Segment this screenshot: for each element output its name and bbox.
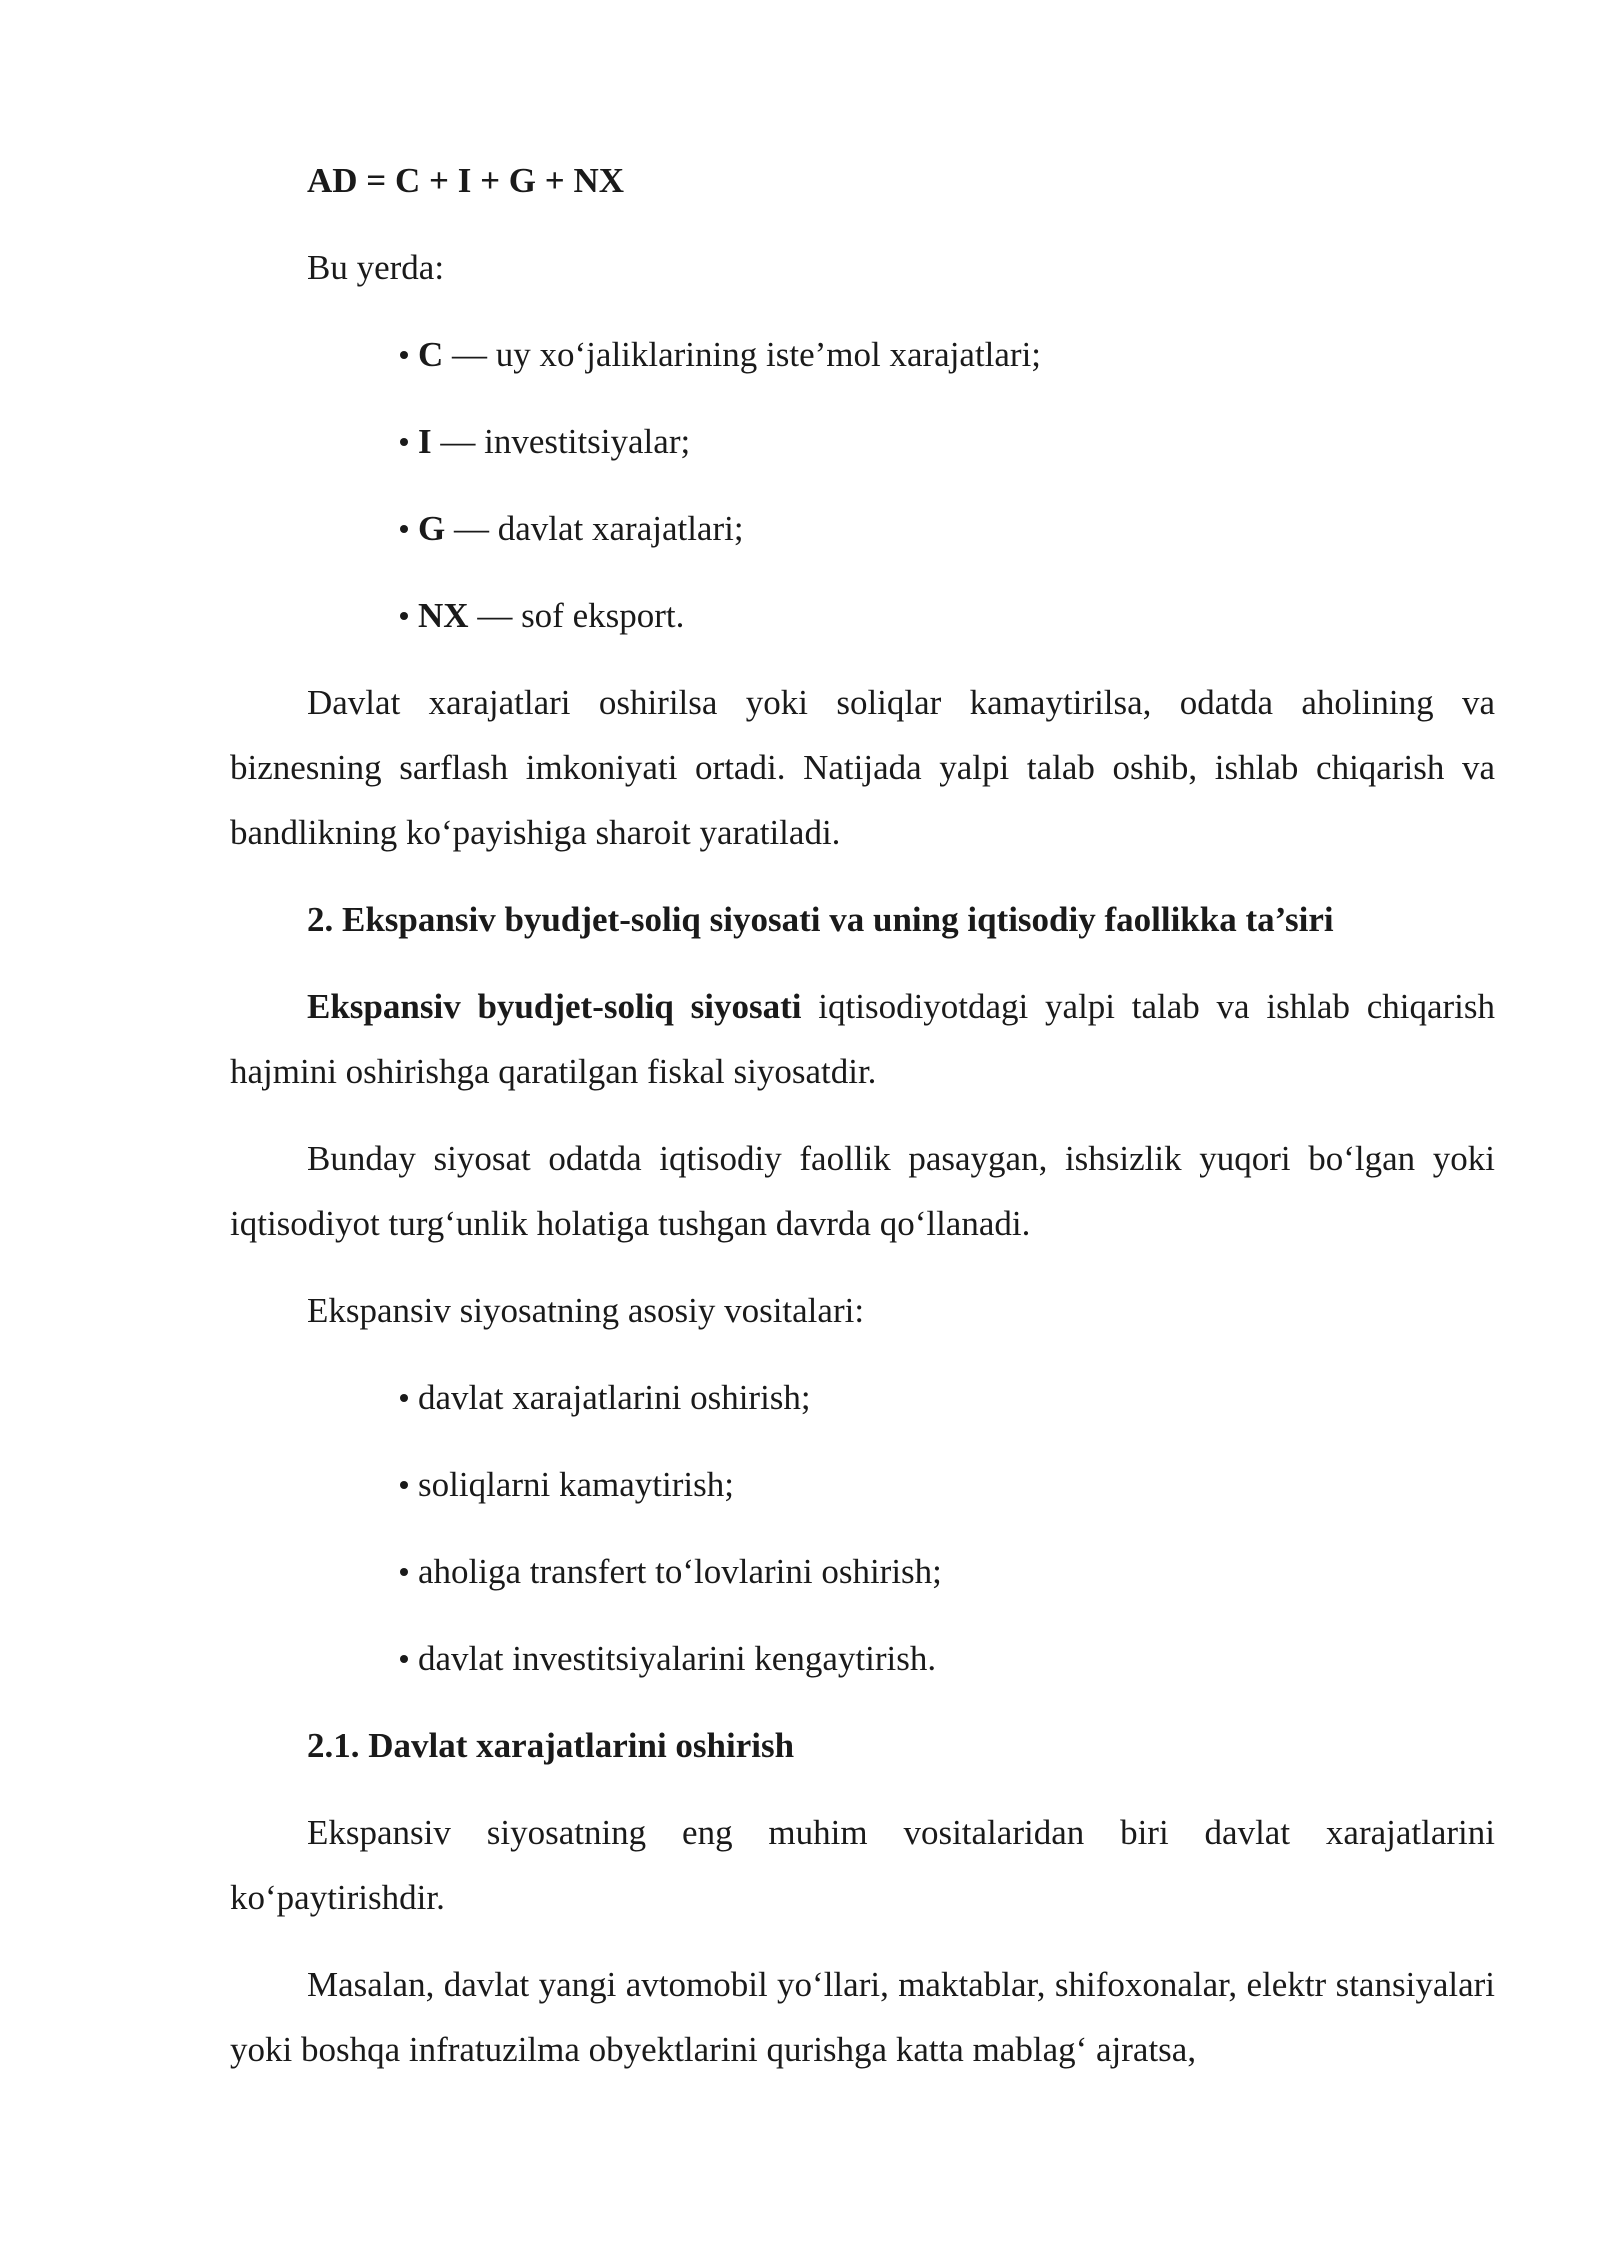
paragraph-fiscal-effect: Davlat xarajatlari oshirilsa yoki soliqlar kamaytirilsa, odatda aholining va biznesning sarflash imkoniyati ortadi. Natijada yalpi talab oshib, ishlab chiqarish va bandlikning ko‘payishiga sharoit yaratiladi. bbox=[230, 683, 1495, 852]
aggregate-demand-formula: AD = C + I + G + NX bbox=[307, 161, 624, 200]
paragraph-definition bbox=[230, 974, 1495, 1104]
bullet-icon bbox=[400, 351, 408, 359]
tools-intro: Ekspansiv siyosatning asosiy vositalari: bbox=[307, 1291, 865, 1330]
list-item bbox=[400, 409, 1495, 474]
definition-text: iqtisodiyotdagi yalpi talab va ishlab chiqarish hajmini oshirishga qaratilgan fiskal siyosatdir. bbox=[230, 987, 1496, 1091]
tool-text: aholiga transfert to‘lovlarini oshirish; bbox=[418, 1552, 942, 1591]
tool-text: davlat investitsiyalarini kengaytirish. bbox=[418, 1639, 937, 1678]
component-symbol: NX bbox=[418, 596, 469, 635]
list-item bbox=[400, 1539, 1495, 1604]
formula-intro: Bu yerda: bbox=[307, 248, 445, 287]
list-item bbox=[400, 496, 1495, 561]
list-item bbox=[400, 583, 1495, 648]
component-symbol: I bbox=[418, 422, 432, 461]
list-item bbox=[400, 1626, 1495, 1691]
component-text: — davlat xarajatlari; bbox=[445, 509, 744, 548]
document-page bbox=[230, 148, 1495, 2104]
bullet-icon bbox=[400, 525, 408, 533]
bullet-icon bbox=[400, 612, 408, 620]
component-text: — sof eksport. bbox=[468, 596, 685, 635]
bullet-icon bbox=[400, 1568, 408, 1576]
paragraph-example: Masalan, davlat yangi avtomobil yo‘llari, maktablar, shifoxonalar, elektr stansiyalari yoki boshqa infratuzilma obyektlarini qurishga katta mablag‘ ajratsa, bbox=[230, 1965, 1495, 2069]
section-heading-2: 2. Ekspansiv byudjet-soliq siyosati va uning iqtisodiy faollikka ta’siri bbox=[307, 900, 1334, 939]
component-text: — uy xo‘jaliklarining iste’mol xarajatlari; bbox=[443, 335, 1042, 374]
list-item bbox=[400, 1365, 1495, 1430]
component-symbol: G bbox=[418, 509, 446, 548]
bullet-icon bbox=[400, 1655, 408, 1663]
tool-text: soliqlarni kamaytirish; bbox=[418, 1465, 734, 1504]
defined-term: Ekspansiv byudjet-soliq siyosati bbox=[307, 987, 802, 1026]
section-heading-2-1: 2.1. Davlat xarajatlarini oshirish bbox=[307, 1726, 795, 1765]
list-item bbox=[400, 1452, 1495, 1517]
paragraph-spending-tool: Ekspansiv siyosatning eng muhim vositalaridan biri davlat xarajatlarini ko‘paytirishdir. bbox=[230, 1813, 1495, 1917]
bullet-icon bbox=[400, 1481, 408, 1489]
bullet-icon bbox=[400, 438, 408, 446]
tool-text: davlat xarajatlarini oshirish; bbox=[418, 1378, 811, 1417]
formula-components-list bbox=[230, 322, 1495, 648]
bullet-icon bbox=[400, 1394, 408, 1402]
component-symbol: C bbox=[418, 335, 444, 374]
paragraph-when-applied: Bunday siyosat odatda iqtisodiy faollik pasaygan, ishsizlik yuqori bo‘lgan yoki iqtisodiyot turg‘unlik holatiga tushgan davrda qo‘llanadi. bbox=[230, 1139, 1495, 1243]
tools-list bbox=[230, 1365, 1495, 1691]
list-item bbox=[400, 322, 1495, 387]
component-text: — investitsiyalar; bbox=[431, 422, 691, 461]
